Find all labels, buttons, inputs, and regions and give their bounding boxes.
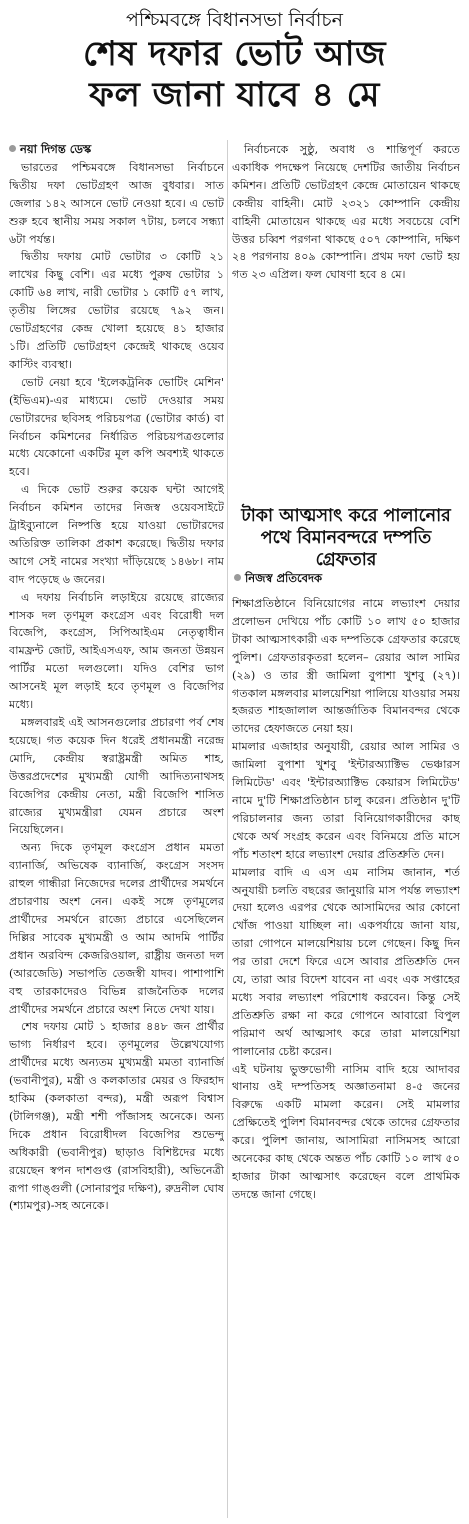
article-2-headline: টাকা আত্মসাৎ করে পালানোর পথে বিমানবন্দরে দম্পতি গ্রেফতার <box>241 506 451 570</box>
column-divider <box>227 140 228 1518</box>
article-1-paragraph: মঙ্গলবারই এই আসনগুলোর প্রচারণা পর্ব শেষ হয়েছে। গত কয়েক দিন ধরেই প্রধানমন্ত্রী নরেন্দ্র মোদি, কেন্দ্রীয় স্বরাষ্ট্রমন্ত্রী অমিত শাহ, উত্তরপ্রদেশের মুখ্যমন্ত্রী যোগী আদিত্যনাথসহ বিজেপির কেন্দ্রীয় নেতা, মন্ত্রী বিজেপি শাসিত রাজ্যের মুখ্যমন্ত্রীরা যেমন প্রচারে অংশ নিয়েছিলেন। <box>9 716 224 837</box>
kicker: পশ্চিমবঙ্গে বিধানসভা নির্বাচন <box>125 9 344 31</box>
article-1-paragraph: ভোট নেয়া হবে 'ইলেকট্রনিক ভোটিং মেশিন' (ইভিএম)-এর মাধ্যমে। ভোট দেওয়ার সময় ভোটারদের ছবিসহ পরিচয়পত্র (ভোটার কার্ড) বা নির্বাচন কমিশনের নির্ধারিত পরিচয়পত্রগুলোর মধ্যে যেকোনো একটির মূল কপি অবশ্যই থাকতে হবে। <box>9 375 224 479</box>
article-1-column-left <box>9 141 224 1519</box>
headline-line-1: শেষ দফার ভোট আজ <box>82 34 387 74</box>
headline-line-2: ফল জানা যাবে ৪ মে <box>89 75 380 115</box>
article-2-paragraph: শিক্ষাপ্রতিষ্ঠানে বিনিয়োগের নামে লভ্যাংশ দেয়ার প্রলোভন দেখিয়ে পাঁচ কোটি ১০ লাখ ৫০ হাজার টাকা আত্মসাৎকারী এক দম্পতিকে গ্রেফতার করেছে পুলিশ। গ্রেফতারকৃতরা হলেন– রেয়ার আল সামির (২৯) ও তার স্ত্রী জামিলা বুপাশা খুশবু (২৭)। গতকাল মঙ্গলবার মালয়েশিয়া পালিয়ে যাওয়ার সময় হজরত শাহজালাল আন্তর্জাতিক বিমানবন্দর থেকে তাদের হেফাজতে নেয়া হয়। <box>232 597 460 736</box>
article-2-body <box>232 595 460 1517</box>
main-headline <box>0 34 469 116</box>
article-2-paragraph: মামলার এজাহার অনুযায়ী, রেয়ার আল সামির ও জামিলা বুপাশা খুশবু 'ইন্টারঅ্যাক্টিভ ভেঞ্চারস লিমিটেড' এবং 'ইন্টারঅ্যাক্টিভ কেয়ারস লিমিটেড' নামে দু'টি শিক্ষাপ্রতিষ্ঠান চালু করেন। প্রতিষ্ঠান দু'টি পরিচালনার জন্য তারা বিনিয়োগকারীদের কাছ থেকে অর্থ সংগ্রহ করেন এবং বিনিময়ে প্রতি মাসে পাঁচ শতাংশ হারে লভ্যাংশ দেয়ার প্রতিশ্রুতি দেন। <box>232 740 460 861</box>
article-1-byline <box>9 141 224 159</box>
article-1-column-right <box>232 141 460 499</box>
article-1-paragraph: নির্বাচনকে সুষ্ঠু, অবাধ ও শান্তিপূর্ণ করতে একাধিক পদক্ষেপ নিয়েছে দেশটির জাতীয় নির্বাচন কমিশন। প্রতিটি ভোটগ্রহণ কেন্দ্রে মোতায়েন থাকছে কেন্দ্রীয় বাহিনী। মোট ২৩২১ কোম্পানি কেন্দ্রীয় বাহিনী মোতায়েন থাকছে এর মধ্যে সবচেয়ে বেশি উত্তর চব্বিশ পরগনা থাকছে ৫০৭ কোম্পানি, দক্ষিণ ২৪ পরগনায় ৪০৯ কোম্পানি। প্রথম দফা ভোট হয় গত ২৩ এপ্রিল। ফল ঘোষণা হবে ৪ মে। <box>232 143 460 282</box>
article-2-paragraph: মামলার বাদি এ এস এম নাসিম জানান, শর্ত অনুযায়ী চলতি বছরের জানুয়ারি মাস পর্যন্ত লভ্যাংশ দেয়া হলেও এরপর থেকে আসামিদের আর কোনো খোঁজ পাওয়া যাচ্ছিল না। একপর্যায়ে জানা যায়, তারা গোপনে মালয়েশিয়ায় চলে গেছেন। কিছু দিন পর তারা দেশে ফিরে এসে আবার প্রতিশ্রুতি দেন যে, তারা আর বিদেশ যাবেন না এবং এক সপ্তাহের মধ্যে সবার লভ্যাংশ পরিশোধ করবেন। কিন্তু সেই প্রতিশ্রুতি রক্ষা না করে গোপনে আবারো বিপুল পরিমাণ অর্থ আত্মসাৎ করে তারা মালয়েশিয়া পালানোর চেষ্টা করেন। <box>232 865 460 1058</box>
article-1-paragraph: এ দিকে ভোট শুরুর কয়েক ঘন্টা আগেই নির্বাচন কমিশন তাদের নিজস্ব ওয়েবসাইটে ট্রাইব্যুনালে নিষ্পত্তি হয়ে যাওয়া ভোটারদের অতিরিক্ত তালিকা প্রকাশ করেছে। দ্বিতীয় দফার আগে সেই নামের সংখ্যা দাঁড়িয়েছে ১৪৬৮। নাম বাদ পড়েছে ৬ জনের। <box>9 483 224 586</box>
article-1-paragraph: দ্বিতীয় দফায় মোট ভোটার ৩ কোটি ২১ লাখের কিছু বেশি। এর মধ্যে পুরুষ ভোটার ১ কোটি ৬৪ লাখ, নারী ভোটার ১ কোটি ৫৭ লাখ, তৃতীয় লিঙ্গের ভোটার রয়েছে ৭৯২ জন। ভোটগ্রহণের কেন্দ্র খোলা হয়েছে ৪১ হাজার ১টি। প্রতিটি ভোটগ্রহণ কেন্দ্রেই থাকছে ওয়েব কাস্টিং ব্যবস্থা। <box>9 250 224 371</box>
article-2-byline <box>234 570 460 589</box>
article-2-byline-text: নিজস্ব প্রতিবেদক <box>245 571 323 585</box>
article-1-paragraph: এ দফায় নির্বাচনি লড়াইয়ে রয়েছে রাজ্যের শাসক দল তৃণমূল কংগ্রেস এবং বিরোধী দল বিজেপি, কংগ্রেস, সিপিআইএম নেতৃত্বাধীন বামফ্রন্ট জোট, আইএসএফ, আম জনতা উন্নয়ন পার্টির মতো দলগুলো। যদিও বেশির ভাগ আসনেই মূল লড়াই হবে তৃণমূল ও বিজেপির মধ্যে। <box>9 590 224 712</box>
article-1-paragraph: অন্য দিকে তৃণমূল কংগ্রেস প্রধান মমতা ব্যানার্জি, অভিষেক ব্যানার্জি, কংগ্রেস সংসদ রাহুল গান্ধীরা নিজেদের দলের প্রার্থীদের সমর্থনে প্রচারণায় অংশ নেন। একই সঙ্গে তৃণমূলের প্রার্থীদের সমর্থনে রাজ্যে প্রচারে এসেছিলেন দিল্লির সাবেক মুখ্যমন্ত্রী ও আম আদমি পার্টির প্রধান অরবিন্দ কেজরিওয়াল, রাষ্ট্রীয় জনতা দল (আরজেডি) সভাপতি তেজস্বী যাদব। পাশাপাশি বহু তারকাদেরও বিভিন্ন রাজনৈতিক দলের প্রার্থীদের সমর্থনে প্রচারে অংশ নিতে দেখা যায়। <box>9 841 224 1016</box>
article-1-byline-text: নয়া দিগন্ত ডেস্ক <box>20 142 92 156</box>
article-2-paragraph: এই ঘটনায় ভুক্তভোগী নাসিম বাদি হয়ে আদাবর থানায় ওই দম্পতিসহ অজ্ঞাতনামা ৪-৫ জনের বিরুদ্ধে একটি মামলা করেন। সেই মামলার প্রেক্ষিতেই পুলিশ বিমানবন্দর থেকে তাদের গ্রেফতার করে। পুলিশ জানায়, আসামিরা নাসিমসহ আরো অনেকের কাছ থেকে অন্তত পাঁচ কোটি ১০ লাখ ৫০ হাজার টাকা আত্মসাৎ করেছেন বলে প্রাথমিক তদন্তে জানা গেছে। <box>232 1062 460 1201</box>
article-1-paragraph: ভারতের পশ্চিমবঙ্গে বিধানসভা নির্বাচনে দ্বিতীয় দফা ভোটগ্রহণ আজ বুধবার। সাত জেলার ১৪২ আসনে ভোট নেওয়া হবে। এ ভোট শুরু হবে স্থানীয় সময় সকাল ৭টায়, চলবে সন্ধ্যা ৬টা পর্যন্ত। <box>9 160 224 246</box>
bullet-icon <box>234 574 241 581</box>
bullet-icon <box>9 145 16 152</box>
article-1-paragraph: শেষ দফায় মোট ১ হাজার ৪৪৮ জন প্রার্থীর ভাগ্য নির্ধারণ হবে। তৃণমূলের উল্লেখযোগ্য প্রার্থীদের মধ্যে অন্যতম মুখ্যমন্ত্রী মমতা ব্যানার্জি (ভবানীপুর), মন্ত্রী ও কলকাতার মেয়র ও ফিরহাদ হাকিম (কলকাতা বন্দর), মন্ত্রী অরূপ বিশ্বাস (টালিগঞ্জ), মন্ত্রী শশী পাঁজাসহ অনেকে। অন্য দিকে প্রধান বিরোধীদল বিজেপির শুভেন্দু অধিকারী (ভবানীপুর) ছাড়াও বিশিষ্টদের মধ্যে রয়েছেন স্বপন দাশগুপ্ত (রাসবিহারী), অভিনেত্রী রূপা গাঙ্গুলী (সোনারপুর দক্ষিণ), রুদ্রনীল ঘোষ (শ্যামপুর)-সহ অনেকে। <box>9 1020 224 1213</box>
